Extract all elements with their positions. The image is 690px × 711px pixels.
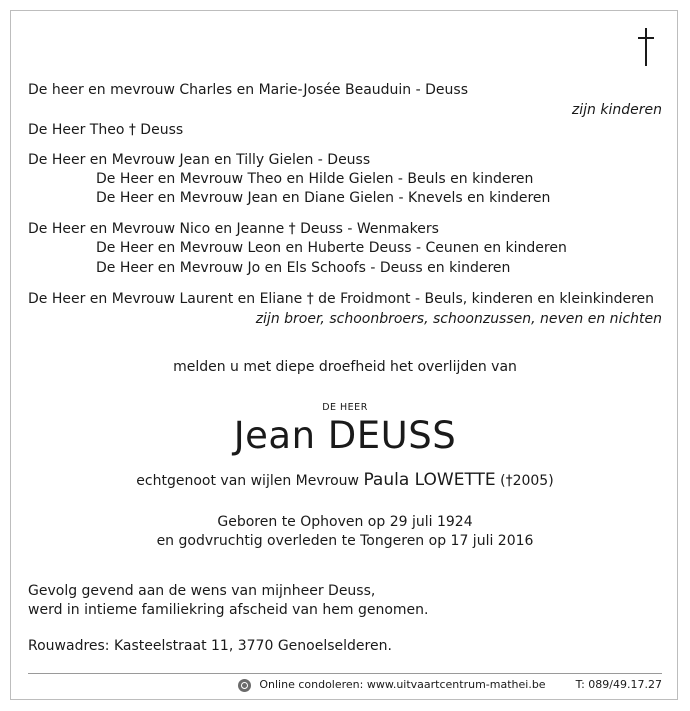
family-line-9: De Heer en Mevrouw Laurent en Eliane † de Froidmont - Beuls, kinderen en kleinkinderen (28, 291, 655, 307)
condolences-link[interactable]: Online condoleren: www.uitvaartcentrum-mathei.be (259, 678, 546, 691)
family-line-8: De Heer en Mevrouw Jo en Els Schoofs - Deuss en kinderen (96, 260, 511, 276)
footer-divider (28, 673, 662, 674)
family-line-3: De Heer en Mevrouw Jean en Tilly Gielen - Deuss (28, 152, 371, 168)
announcement-intro: melden u met diepe droefheid het overlijden van (173, 359, 517, 375)
dagger-icon: † (128, 122, 136, 138)
dagger-icon: † (306, 291, 314, 307)
closing-line-1: Gevolg gevend aan de wens van mijnheer Deuss, (28, 583, 376, 599)
footer (238, 678, 662, 692)
closing-line-2: werd in intieme familiekring afscheid van hem genomen. (28, 602, 429, 618)
birth-line: Geboren te Ophoven op 29 juli 1924 (217, 514, 473, 530)
deceased-name: Jean DEUSS (233, 414, 457, 457)
family-line-7: De Heer en Mevrouw Leon en Huberte Deuss - Ceunen en kinderen (96, 240, 567, 256)
deceased-title: DE HEER (322, 402, 368, 413)
death-line: en godvruchtig overleden te Tongeren op 17 juli 2016 (156, 533, 534, 549)
spouse-name: Paula LOWETTE (363, 470, 496, 490)
cross-icon (636, 28, 656, 66)
spouse-line: echtgenoot van wijlen Mevrouw Paula LOWETTE (†2005) (136, 470, 554, 490)
address-line: Rouwadres: Kasteelstraat 11, 3770 Genoelselderen. (28, 638, 392, 654)
siblings-label: zijn broer, schoonbroers, schoonzussen, neven en nichten (255, 311, 662, 327)
children-label: zijn kinderen (571, 102, 662, 118)
phone-number: T: 089/49.17.27 (575, 678, 662, 691)
family-line-1: De heer en mevrouw Charles en Marie-Josée Beauduin - Deuss (28, 82, 468, 98)
family-line-5: De Heer en Mevrouw Jean en Diane Gielen - Knevels en kinderen (96, 190, 551, 206)
family-line-6: De Heer en Mevrouw Nico en Jeanne † Deuss - Wenmakers (28, 221, 439, 237)
family-line-4: De Heer en Mevrouw Theo en Hilde Gielen - Beuls en kinderen (96, 171, 534, 187)
dagger-icon: † (288, 221, 296, 237)
family-line-2: De Heer Theo † Deuss (28, 122, 184, 138)
globe-icon (238, 679, 251, 692)
